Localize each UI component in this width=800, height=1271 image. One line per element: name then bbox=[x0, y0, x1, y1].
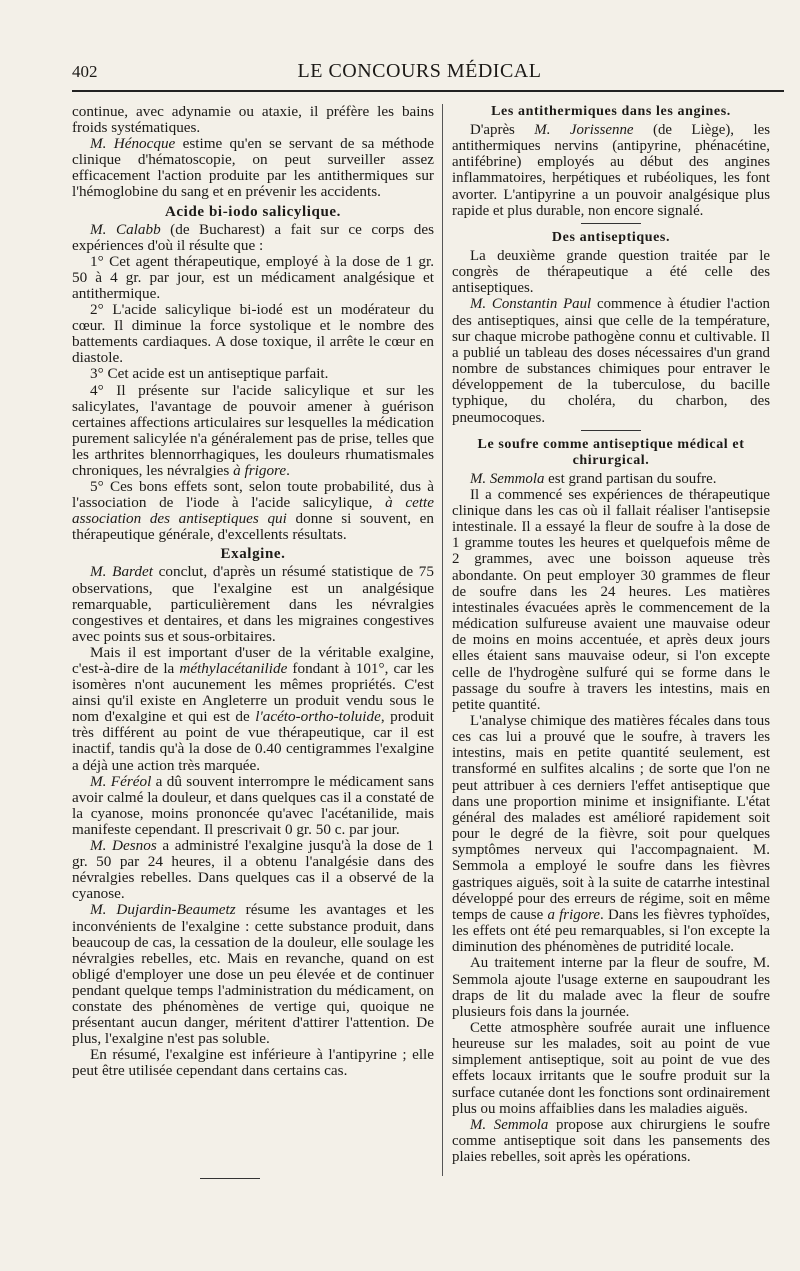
section-separator bbox=[581, 223, 641, 224]
paragraph: M. Bardet conclut, d'après un résumé statistique de 75 observations, que l'exalgine est un analgésique remarquable, particulièrement dans les névralgies congestives et dentaires, et dans les migraines congestives avec points sus et sous-orbitaires. bbox=[72, 563, 434, 645]
paragraph: M. Constantin Paul commence à étudier l'action des antiseptiques, ainsi que celle de la température, sur chaque microbe pathogène connu et cultivable. Il a publié un tableau des doses nécessaires d'un grand nombre de substances chimiques pour entraver le développement de la tuberculose, du bacille typhique, du choléra, du charbon, des pneumocoques. bbox=[452, 296, 771, 426]
section-heading-soufre: Le soufre comme antiseptique médical et chirurgical. bbox=[477, 436, 745, 468]
paragraph: 4° Il présente sur l'acide salicylique et sur les salicylates, l'avantage de pouvoir amener à guérison certaines affections articulaires sur lesquelles la médication purement salicylée n'a généralement pas de prise, telles que les arthrites blennorrhagiques, les douleurs rhumatismales chroniques, les névralgies à frigore. bbox=[72, 381, 434, 479]
paragraph: M. Calabb (de Bucharest) a fait sur ce corps des expériences d'où il résulte que : bbox=[72, 220, 434, 254]
paragraph: M. Dujardin-Beaumetz résume les avantages et les inconvénients de l'exalgine : cette substance produit, dans beaucoup de cas, la cessation de la douleur, elle soulage les névralgies rebelles, etc. Mais en revanche, quand on est obligé d'employer une dose un peu élevée et de continuer pendant quelque temps l'administration du médicament, on constate des phénomènes de vertige qui, quoique ne présentant aucun danger, méritent d'attirer l'attention. De plus, l'exalgine n'est pas soluble. bbox=[72, 901, 435, 1048]
author-name: M. Hénocque bbox=[90, 135, 176, 153]
section-heading-bi-iodo: Acide bi-iodo salicylique. bbox=[164, 203, 342, 220]
paragraph: M. Desnos a administré l'exalgine jusqu'à la dose de 1 gr. 50 par 24 heures, il a obtenu l'analgésie dans des névralgies rebelles. Dans quelques cas il a observé de la cyanose. bbox=[72, 837, 434, 903]
section-separator bbox=[581, 430, 641, 431]
paragraph: 1° Cet agent thérapeutique, employé à la dose de 1 gr. 50 à 4 gr. par jour, est un médicament analgésique et antithermique. bbox=[72, 252, 434, 302]
paragraph: M. Hénocque estime qu'en se servant de sa méthode clinique d'hématoscopie, on peut surveiller assez efficacement l'action produite par les antithermiques sur l'hémoglobine du sang et en prévenir les accidents. bbox=[72, 135, 435, 201]
paragraph: continue, avec adynamie ou ataxie, il préfère les bains froids systématiques. bbox=[72, 103, 434, 137]
paragraph: M. Féréol a dû souvent interrompre le médicament sans avoir calmé la douleur, et dans quelques cas il a constaté de la cyanose, moins prononcée qu'avec l'acétanilide, mais manifeste cependant. Il prescrivait 0 gr. 50 c. par jour. bbox=[72, 772, 434, 838]
header-rule bbox=[72, 90, 784, 92]
author-name: M. Bardet bbox=[90, 563, 153, 581]
section-heading-exalgine: Exalgine. bbox=[220, 546, 286, 563]
section-heading-angines: Les antithermiques dans les angines. bbox=[491, 104, 731, 119]
author-name: M. Semmola bbox=[470, 1116, 549, 1133]
paragraph: Cette atmosphère soufrée aurait une influence heureuse sur les malades, soit au point de vue simplement antiseptique, soit au point de vue des effets locaux irritants que le soufre produit sur la surface cutanée dont les fonctions sont ordinairement plus ou moins affaiblies dans les maladies aiguës. bbox=[452, 1019, 770, 1117]
paragraph: Au traitement interne par la fleur de soufre, M. Semmola ajoute l'usage externe en saupoudrant les draps de lit du malade avec la fleur de soufre plusieurs fois dans la journée. bbox=[452, 955, 770, 1020]
paragraph: 3° Cet acide est un antiseptique parfait. bbox=[90, 365, 329, 383]
section-heading-antiseptiques: Des antiseptiques. bbox=[551, 229, 671, 245]
author-name: M. Dujardin-Beaumetz bbox=[90, 901, 236, 919]
paragraph: L'analyse chimique des matières fécales dans tous ces cas lui a prouvé que le soufre, à travers les intestins, mais en petite quantité seulement, est transformé en sulfites alcalins ; de sorte que l'on ne peut attribuer à ces derniers l'effet antiseptique que dans une proportion minime et insignifiante. L'état général des malades est amélioré rapidement soit pour le degré de la fièvre, soit pour quelques symptômes nerveux qui l'accompagnaient. M. Semmola a employé le soufre dans les fièvres gastriques aiguës, soit à la suite de catarrhe intestinal développé pour des erreurs de régime, soit en même temps de cause a frigore. Dans les fièvres typhoïdes, les effets ont été peu remarquables, si l'on excepte la diminution des phénomènes de putridité locale. bbox=[452, 713, 770, 956]
author-name: M. Jorissenne bbox=[534, 122, 634, 138]
end-rule bbox=[200, 1178, 260, 1179]
column-divider bbox=[442, 104, 443, 1176]
author-name: M. Semmola bbox=[470, 470, 545, 487]
running-head bbox=[72, 58, 767, 88]
paragraph: En résumé, l'exalgine est inférieure à l'antipyrine ; elle peut être utilisée cependant dans certains cas. bbox=[72, 1046, 434, 1080]
author-name: M. Desnos bbox=[90, 837, 157, 855]
paragraph: D'après M. Jorissenne (de Liège), les antithermiques nervins (antipyrine, phénacétine, antifébrine) employés au début des angines inflammatoires, herpétiques et rubéoliques, les font avorter. L'antipyrine a un pouvoir analgésique plus rapide et plus durable, non encore signalé. bbox=[452, 122, 770, 219]
page-number: 402 bbox=[72, 62, 98, 81]
author-name: M. Calabb bbox=[90, 220, 161, 238]
paragraph: 2° L'acide salicylique bi-iodé est un modérateur du cœur. Il diminue la force systolique et le nombre des battements cardiaques. A dose toxique, il arrête le cœur en diastole. bbox=[72, 301, 434, 367]
paragraph: Mais il est important d'user de la véritable exalgine, c'est-à-dire de la méthylacétanilide fondant à 101°, car les isomères n'ont aucunement les mêmes propriétés. C'est ainsi qu'il existe en Angleterre un produit vendu sous le nom d'exalgine et qui est de l'acéto-ortho-toluide, produit très différent au point de vue thérapeutique, car il est inactif, tandis qu'à la dose de 0.40 centigrammes l'exalgine a déjà une action très marquée. bbox=[72, 643, 434, 774]
paragraph: M. Semmola est grand partisan du soufre. bbox=[470, 470, 717, 487]
right-column bbox=[452, 104, 770, 1165]
paragraph: Il a commencé ses expériences de thérapeutique clinique dans les cas où il fallait réaliser l'antisepsie intestinale. Il a essayé la fleur de soufre à la dose de 1 gramme toutes les heures et quelquefois même de 2 grammes, avec une boisson aqueuse très abondante. On peut employer 30 grammes de fleur de soufre dans les 24 heures. Les matières intestinales évacuées après le commencement de la médication sulfureuse avaient une mauvaise odeur de moins en moins accentuée, et après deux jours elles étaient sans mauvaise odeur, si l'on excepte celle de l'hydrogène sulfuré qui se forme dans le passage du soufre à travers les intestins, mais en petite quantité. bbox=[452, 486, 770, 713]
paragraph: La deuxième grande question traitée par le congrès de thérapeutique a été celle des antiseptiques. bbox=[452, 247, 770, 297]
paragraph: M. Semmola propose aux chirurgiens le soufre comme antiseptique soit dans les pansements des plaies rebelles, soit après les opérations. bbox=[452, 1116, 770, 1166]
author-name: M. Féréol bbox=[90, 772, 152, 790]
left-column bbox=[72, 104, 434, 1079]
author-name: M. Constantin Paul bbox=[470, 296, 592, 313]
journal-title: LE CONCOURS MÉDICAL bbox=[297, 60, 542, 82]
paragraph: 5° Ces bons effets sont, selon toute probabilité, dus à l'association de l'iode à l'acide salicylique, à cette association des antiseptiques qui donne si souvent, en thérapeutique générale, d'excellents résultats. bbox=[72, 478, 434, 544]
